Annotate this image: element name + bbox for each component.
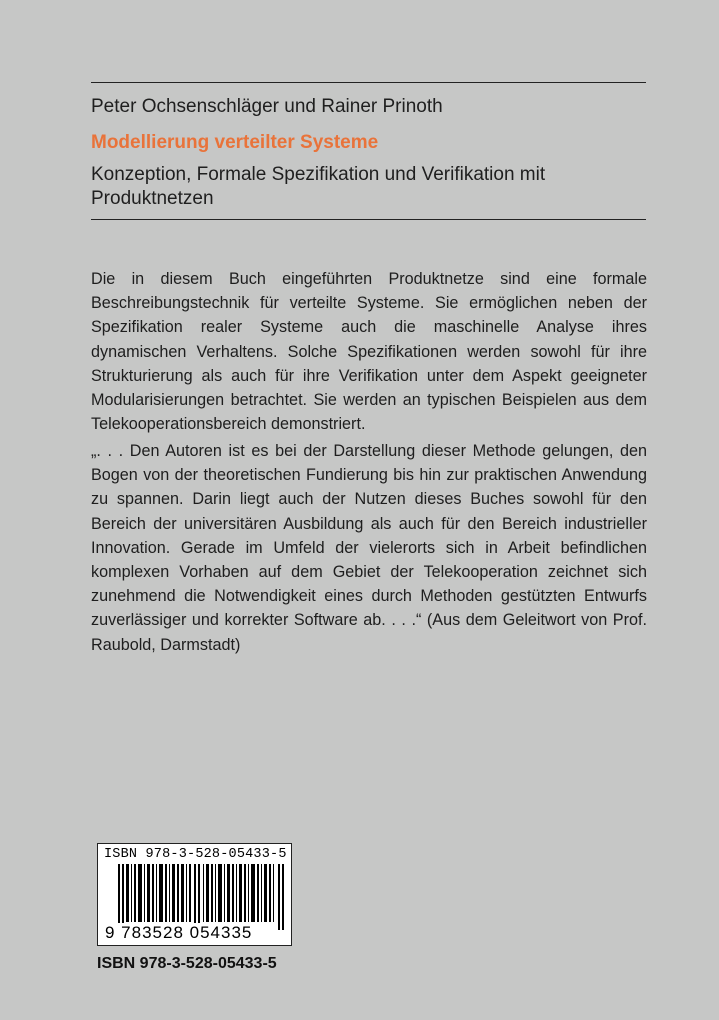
barcode-digits: 9 783528 054335 [105,923,253,942]
barcode [97,843,292,946]
book-subtitle: Konzeption, Formale Spezifikation und Verifikation mit Produktnetzen [91,164,546,209]
barcode-isbn-text: ISBN 978-3-528-05433-5 [104,847,287,862]
book-title: Modellierung verteilter Systeme [91,132,379,153]
barcode-bars [118,864,286,930]
top-divider [91,82,646,83]
bottom-divider [91,219,646,220]
foreword-quote-paragraph: „. . . Den Autoren ist es bei der Darstellung dieser Methode gelungen, den Bogen von der theoretischen Fundierung bis hin zur praktischen Anwendung zu spannen. Darin liegt auch der Nutzen dieses Buches sowohl für den Bereich der universitären Ausbildung als auch für den Bereich industrieller Innovation. Gerade im Umfeld der vielerorts sich in Arbeit befindlichen komplexen Vorhaben auf dem Gebiet der Telekooperation zeichnet sich zunehmend die Notwendigkeit eines durch Methoden gestützten Entwurfs zuverlässiger und korrekter Software ab. . . .“ (Aus dem Geleitwort von Prof. Raubold, Darmstadt) [91,442,647,654]
isbn-label: ISBN 978-3-528-05433-5 [97,955,277,972]
author-names: Peter Ochsenschläger und Rainer Prinoth [91,96,443,117]
description-paragraph: Die in diesem Buch eingeführten Produktnetze sind eine formale Beschreibungstechnik für verteilte Systeme. Sie ermöglichen neben der Spezifikation realer Systeme auch die maschinelle Analyse ihres dynamischen Verhaltens. Solche Spezifikationen werden sowohl für ihre Strukturierung als auch für ihre Verifikation unter dem Aspekt geeigneter Modularisierungen betrachtet. Sie werden an typischen Beispielen aus dem Telekooperationsbereich demonstriert. [91,270,647,434]
